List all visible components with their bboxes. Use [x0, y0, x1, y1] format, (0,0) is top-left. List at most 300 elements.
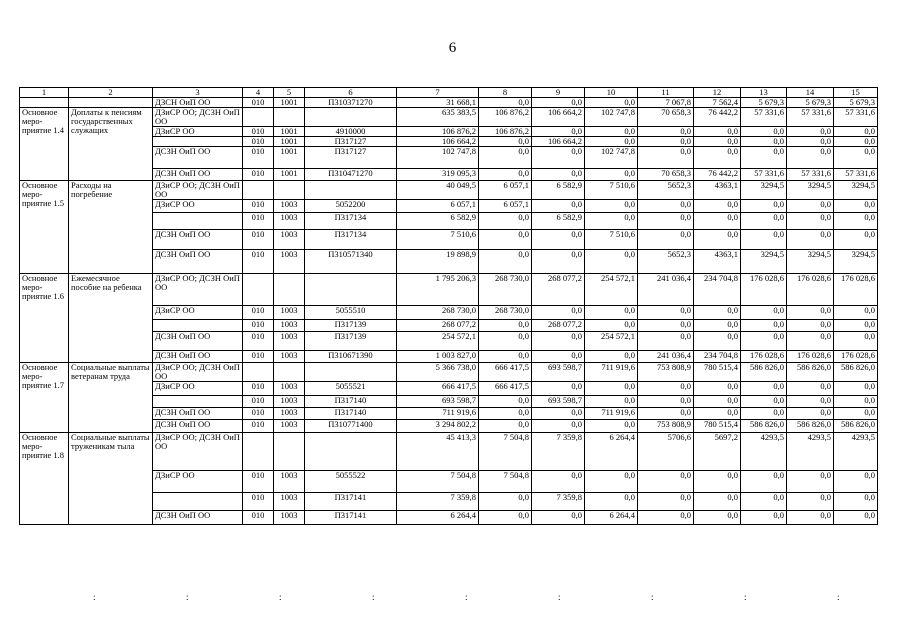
code-cell: 010 [243, 332, 274, 351]
value-cell: 176 028,6 [741, 351, 787, 363]
value-cell: 0,0 [834, 213, 878, 230]
section-cell: 1001 [274, 147, 305, 169]
footer-mark: : [372, 592, 375, 602]
blank-cell [20, 98, 69, 108]
value-cell: 176 028,6 [741, 274, 787, 306]
value-cell: 7 067,8 [638, 98, 694, 108]
value-cell: 586 826,0 [741, 420, 787, 433]
value-cell: 0,0 [787, 230, 834, 250]
source-cell: ДСЗН ОиП ОО [153, 169, 243, 181]
value-cell: 0,0 [741, 396, 787, 408]
source-cell: ДЗиСР ОО; ДСЗН ОиП ОО [153, 433, 243, 471]
value-cell: 780 515,4 [694, 363, 741, 382]
value-cell: 0,0 [834, 382, 878, 396]
source-cell: ДЗиСР ОО [153, 306, 243, 320]
value-cell: 4293,5 [741, 433, 787, 471]
value-cell: 57 331,6 [834, 169, 878, 181]
value-cell: 0,0 [638, 200, 694, 213]
article-cell: П317134 [305, 213, 397, 230]
source-cell: ДСЗН ОиП ОО [153, 420, 243, 433]
value-cell: 0,0 [834, 147, 878, 169]
value-cell: 0,0 [694, 213, 741, 230]
section-cell: 1001 [274, 98, 305, 108]
value-cell: 6 264,4 [585, 511, 638, 525]
value-cell: 0,0 [532, 351, 585, 363]
code-cell: 010 [243, 147, 274, 169]
value-cell: 586 826,0 [741, 363, 787, 382]
value-cell: 106 876,2 [479, 127, 532, 137]
value-cell: 0,0 [741, 147, 787, 169]
activity-description: Социальные выплаты труженикам тыла [69, 433, 153, 525]
value-cell: 0,0 [585, 306, 638, 320]
source-cell: ДСЗН ОиП ОО [153, 332, 243, 351]
value-cell: 0,0 [787, 382, 834, 396]
value-cell: 268 730,0 [479, 274, 532, 306]
value-cell: 254 572,1 [585, 332, 638, 351]
value-cell: 0,0 [479, 332, 532, 351]
value-cell: 0,0 [638, 213, 694, 230]
table-row [20, 433, 878, 471]
value-cell: 5 679,3 [834, 98, 878, 108]
article-cell [305, 274, 397, 306]
value-cell: 0,0 [787, 408, 834, 420]
code-cell: 010 [243, 382, 274, 396]
header-cell-10: 10 [585, 88, 638, 98]
section-cell [274, 274, 305, 306]
code-cell: 010 [243, 98, 274, 108]
article-cell: П310571340 [305, 250, 397, 274]
value-cell: 0,0 [834, 320, 878, 332]
value-cell: 102 747,8 [397, 147, 479, 169]
value-cell: 0,0 [532, 127, 585, 137]
value-cell: 254 572,1 [397, 332, 479, 351]
activity-label: Основное меро-приятие 1.4 [20, 108, 69, 181]
value-cell: 0,0 [787, 200, 834, 213]
value-cell: 0,0 [834, 471, 878, 493]
value-cell: 7 359,8 [397, 493, 479, 511]
header-cell-3: 3 [153, 88, 243, 98]
article-cell: П310471270 [305, 169, 397, 181]
article-cell: П317139 [305, 332, 397, 351]
value-cell: 0,0 [479, 147, 532, 169]
value-cell: 3294,5 [787, 250, 834, 274]
value-cell: 0,0 [585, 420, 638, 433]
activity-label: Основное меро-приятие 1.8 [20, 433, 69, 525]
value-cell: 0,0 [479, 250, 532, 274]
value-cell: 0,0 [479, 230, 532, 250]
value-cell: 0,0 [741, 230, 787, 250]
value-cell: 7 504,8 [479, 471, 532, 493]
value-cell: 666 417,5 [479, 363, 532, 382]
section-cell [274, 363, 305, 382]
header-cell-5: 5 [274, 88, 305, 98]
source-cell: ДЗиСР ОО [153, 127, 243, 137]
value-cell: 0,0 [585, 471, 638, 493]
header-cell-2: 2 [69, 88, 153, 98]
article-cell [305, 181, 397, 200]
code-cell: 010 [243, 471, 274, 493]
source-cell [153, 493, 243, 511]
article-cell: П317134 [305, 230, 397, 250]
footer-mark: : [93, 592, 96, 602]
article-cell: П317141 [305, 511, 397, 525]
activity-description: Расходы на погребение [69, 181, 153, 274]
value-cell: 7 359,8 [532, 433, 585, 471]
article-cell: П317140 [305, 396, 397, 408]
value-cell: 176 028,6 [834, 351, 878, 363]
code-cell: 010 [243, 320, 274, 332]
value-cell: 711 919,6 [397, 408, 479, 420]
value-cell: 45 413,3 [397, 433, 479, 471]
value-cell: 693 598,7 [532, 363, 585, 382]
article-cell [305, 363, 397, 382]
value-cell: 711 919,6 [585, 363, 638, 382]
value-cell: 268 077,2 [532, 320, 585, 332]
activity-label: Основное меро-приятие 1.5 [20, 181, 69, 274]
value-cell: 5 679,3 [787, 98, 834, 108]
section-cell: 1003 [274, 382, 305, 396]
value-cell: 0,0 [787, 127, 834, 137]
value-cell: 0,0 [834, 306, 878, 320]
value-cell: 0,0 [694, 200, 741, 213]
section-cell: 1003 [274, 230, 305, 250]
article-cell: П317141 [305, 493, 397, 511]
value-cell: 0,0 [694, 127, 741, 137]
article-cell: П317127 [305, 137, 397, 147]
article-cell [305, 433, 397, 471]
article-cell: П310771400 [305, 420, 397, 433]
value-cell: 0,0 [638, 511, 694, 525]
value-cell: 5 679,3 [741, 98, 787, 108]
value-cell: 0,0 [585, 200, 638, 213]
value-cell: 0,0 [479, 511, 532, 525]
value-cell: 176 028,6 [787, 351, 834, 363]
value-cell: 106 664,2 [532, 108, 585, 127]
value-cell: 0,0 [787, 332, 834, 351]
section-cell: 1001 [274, 169, 305, 181]
value-cell: 0,0 [479, 169, 532, 181]
section-cell: 1003 [274, 420, 305, 433]
value-cell: 57 331,6 [834, 108, 878, 127]
value-cell: 0,0 [638, 382, 694, 396]
table-row [20, 181, 878, 200]
value-cell: 176 028,6 [834, 274, 878, 306]
code-cell [243, 363, 274, 382]
article-cell: П310671390 [305, 351, 397, 363]
source-cell: ДСЗН ОиП ОО [153, 408, 243, 420]
value-cell: 0,0 [694, 147, 741, 169]
value-cell: 6 582,9 [532, 213, 585, 230]
value-cell: 0,0 [638, 332, 694, 351]
value-cell: 4363,1 [694, 250, 741, 274]
value-cell: 0,0 [479, 98, 532, 108]
value-cell: 0,0 [694, 306, 741, 320]
value-cell: 0,0 [532, 420, 585, 433]
value-cell: 0,0 [638, 137, 694, 147]
value-cell: 6 057,1 [479, 200, 532, 213]
value-cell: 0,0 [741, 320, 787, 332]
section-cell: 1001 [274, 137, 305, 147]
footer-mark: : [558, 592, 561, 602]
value-cell: 0,0 [787, 320, 834, 332]
article-cell: 5055521 [305, 382, 397, 396]
value-cell: 0,0 [585, 213, 638, 230]
source-cell: ДСЗН ОиП ОО [153, 351, 243, 363]
value-cell: 0,0 [741, 306, 787, 320]
value-cell: 0,0 [787, 511, 834, 525]
activity-description: Доплаты к пенсиям государственных служащих [69, 108, 153, 181]
value-cell: 57 331,6 [787, 169, 834, 181]
value-cell: 57 331,6 [741, 169, 787, 181]
value-cell: 693 598,7 [532, 396, 585, 408]
value-cell: 106 664,2 [532, 137, 585, 147]
value-cell: 106 664,2 [397, 137, 479, 147]
value-cell: 76 442,2 [694, 169, 741, 181]
value-cell: 0,0 [479, 137, 532, 147]
value-cell: 7 504,8 [397, 471, 479, 493]
header-cell-14: 14 [787, 88, 834, 98]
source-cell: ДСЗН ОиП ОО [153, 230, 243, 250]
value-cell: 0,0 [532, 306, 585, 320]
source-cell [153, 396, 243, 408]
value-cell: 0,0 [479, 493, 532, 511]
value-cell: 0,0 [787, 493, 834, 511]
value-cell: 0,0 [741, 471, 787, 493]
code-cell [243, 108, 274, 127]
article-cell: П317140 [305, 408, 397, 420]
code-cell: 010 [243, 306, 274, 320]
value-cell: 0,0 [585, 127, 638, 137]
value-cell: 0,0 [638, 127, 694, 137]
footer-mark: : [837, 592, 840, 602]
value-cell: 0,0 [787, 471, 834, 493]
code-cell: 010 [243, 200, 274, 213]
table-row [20, 108, 878, 127]
value-cell: 0,0 [834, 332, 878, 351]
value-cell: 0,0 [532, 408, 585, 420]
value-cell: 0,0 [834, 230, 878, 250]
activity-label: Основное меро-приятие 1.6 [20, 274, 69, 363]
source-cell: ДЗиСР ОО [153, 382, 243, 396]
value-cell: 234 704,8 [694, 351, 741, 363]
value-cell: 5652,3 [638, 181, 694, 200]
article-cell: 5055510 [305, 306, 397, 320]
code-cell: 010 [243, 511, 274, 525]
value-cell: 3294,5 [834, 250, 878, 274]
section-cell [274, 108, 305, 127]
footer-mark: : [279, 592, 282, 602]
value-cell: 0,0 [787, 306, 834, 320]
value-cell: 0,0 [585, 169, 638, 181]
value-cell: 5706,6 [638, 433, 694, 471]
value-cell: 0,0 [479, 408, 532, 420]
value-cell: 780 515,4 [694, 420, 741, 433]
section-cell: 1003 [274, 408, 305, 420]
value-cell: 7 562,4 [694, 98, 741, 108]
section-cell: 1003 [274, 306, 305, 320]
value-cell: 693 598,7 [397, 396, 479, 408]
value-cell: 268 730,0 [479, 306, 532, 320]
value-cell: 0,0 [787, 396, 834, 408]
value-cell: 0,0 [741, 332, 787, 351]
section-cell [274, 433, 305, 471]
value-cell: 586 826,0 [834, 420, 878, 433]
value-cell: 0,0 [585, 250, 638, 274]
header-cell-11: 11 [638, 88, 694, 98]
value-cell: 0,0 [479, 396, 532, 408]
section-cell: 1003 [274, 511, 305, 525]
article-cell [305, 108, 397, 127]
value-cell: 19 898,9 [397, 250, 479, 274]
value-cell: 102 747,8 [585, 108, 638, 127]
value-cell: 70 658,3 [638, 108, 694, 127]
value-cell: 0,0 [585, 98, 638, 108]
value-cell: 0,0 [638, 306, 694, 320]
value-cell: 5697,2 [694, 433, 741, 471]
value-cell: 5652,3 [638, 250, 694, 274]
value-cell: 0,0 [694, 408, 741, 420]
value-cell: 1 795 206,3 [397, 274, 479, 306]
code-cell [243, 274, 274, 306]
activity-description: Ежемесячное пособие на ребенка [69, 274, 153, 363]
value-cell: 6 057,1 [479, 181, 532, 200]
table-row [20, 363, 878, 382]
value-cell: 0,0 [532, 200, 585, 213]
value-cell: 6 264,4 [397, 511, 479, 525]
table-row [20, 274, 878, 306]
section-cell: 1003 [274, 351, 305, 363]
source-cell: ДЗиСР ОО [153, 471, 243, 493]
value-cell: 254 572,1 [585, 274, 638, 306]
value-cell: 0,0 [694, 332, 741, 351]
activity-description: Социальные выплаты ветеранам труда [69, 363, 153, 433]
value-cell: 0,0 [741, 382, 787, 396]
value-cell: 268 077,2 [532, 274, 585, 306]
value-cell: 586 826,0 [787, 363, 834, 382]
value-cell: 0,0 [694, 382, 741, 396]
source-cell: ДЗСН ОиП ОО [153, 98, 243, 108]
value-cell: 241 036,4 [638, 351, 694, 363]
source-cell: ДЗиСР ОО; ДСЗН ОиП ОО [153, 108, 243, 127]
value-cell: 268 077,2 [397, 320, 479, 332]
value-cell: 319 095,3 [397, 169, 479, 181]
value-cell: 0,0 [532, 98, 585, 108]
value-cell: 0,0 [638, 493, 694, 511]
value-cell: 0,0 [638, 320, 694, 332]
value-cell: 4293,5 [834, 433, 878, 471]
value-cell: 0,0 [638, 396, 694, 408]
value-cell: 0,0 [532, 471, 585, 493]
source-cell: ДСЗН ОиП ОО [153, 511, 243, 525]
value-cell: 6 264,4 [585, 433, 638, 471]
blank-cell [69, 98, 153, 108]
value-cell: 234 704,8 [694, 274, 741, 306]
value-cell: 7 359,8 [532, 493, 585, 511]
header-cell-1: 1 [20, 88, 69, 98]
footer-mark: : [465, 592, 468, 602]
source-cell [153, 137, 243, 147]
value-cell: 0,0 [532, 332, 585, 351]
source-cell: ДЗиСР ОО; ДСЗН ОиП ОО [153, 363, 243, 382]
value-cell: 7 510,6 [585, 181, 638, 200]
source-cell: ДЗиСР ОО [153, 200, 243, 213]
code-cell: 010 [243, 396, 274, 408]
code-cell: 010 [243, 408, 274, 420]
article-cell: 4910000 [305, 127, 397, 137]
code-cell [243, 433, 274, 471]
value-cell: 106 876,2 [397, 127, 479, 137]
source-cell: ДСЗН ОиП ОО [153, 147, 243, 169]
value-cell: 0,0 [834, 137, 878, 147]
header-cell-7: 7 [397, 88, 479, 98]
article-cell: 5055522 [305, 471, 397, 493]
value-cell: 7 510,6 [397, 230, 479, 250]
value-cell: 0,0 [532, 169, 585, 181]
value-cell: 0,0 [741, 493, 787, 511]
value-cell: 7 510,6 [585, 230, 638, 250]
value-cell: 0,0 [741, 127, 787, 137]
value-cell: 0,0 [834, 493, 878, 511]
value-cell: 40 049,5 [397, 181, 479, 200]
value-cell: 268 730,0 [397, 306, 479, 320]
value-cell: 0,0 [532, 511, 585, 525]
header-cell-4: 4 [243, 88, 274, 98]
code-cell: 010 [243, 127, 274, 137]
value-cell: 0,0 [741, 200, 787, 213]
value-cell: 3294,5 [741, 250, 787, 274]
value-cell: 711 919,6 [585, 408, 638, 420]
section-cell: 1003 [274, 471, 305, 493]
section-cell: 1003 [274, 320, 305, 332]
value-cell: 0,0 [479, 420, 532, 433]
value-cell: 0,0 [694, 511, 741, 525]
value-cell: 666 417,5 [479, 382, 532, 396]
value-cell: 0,0 [787, 137, 834, 147]
value-cell: 0,0 [585, 396, 638, 408]
source-cell [153, 213, 243, 230]
page-number: 6 [448, 40, 457, 56]
value-cell: 0,0 [694, 137, 741, 147]
section-cell: 1003 [274, 396, 305, 408]
value-cell: 753 808,9 [638, 363, 694, 382]
section-cell [274, 181, 305, 200]
value-cell: 6 057,1 [397, 200, 479, 213]
value-cell: 57 331,6 [741, 108, 787, 127]
article-cell: П317139 [305, 320, 397, 332]
activity-label: Основное меро-приятие 1.7 [20, 363, 69, 433]
header-row [20, 88, 878, 98]
footer-marks [0, 592, 905, 600]
footer-mark: : [651, 592, 654, 602]
value-cell: 586 826,0 [787, 420, 834, 433]
value-cell: 7 504,8 [479, 433, 532, 471]
value-cell: 0,0 [638, 230, 694, 250]
value-cell: 0,0 [741, 137, 787, 147]
code-cell: 010 [243, 213, 274, 230]
value-cell: 0,0 [638, 147, 694, 169]
code-cell: 010 [243, 250, 274, 274]
value-cell: 0,0 [479, 351, 532, 363]
value-cell: 0,0 [479, 213, 532, 230]
table-row [20, 98, 878, 108]
value-cell: 635 383,5 [397, 108, 479, 127]
section-cell: 1003 [274, 200, 305, 213]
value-cell: 176 028,6 [787, 274, 834, 306]
value-cell: 586 826,0 [834, 363, 878, 382]
source-cell: ДЗиСР ОО; ДСЗН ОиП ОО [153, 274, 243, 306]
code-cell: 010 [243, 493, 274, 511]
value-cell: 5 366 738,0 [397, 363, 479, 382]
